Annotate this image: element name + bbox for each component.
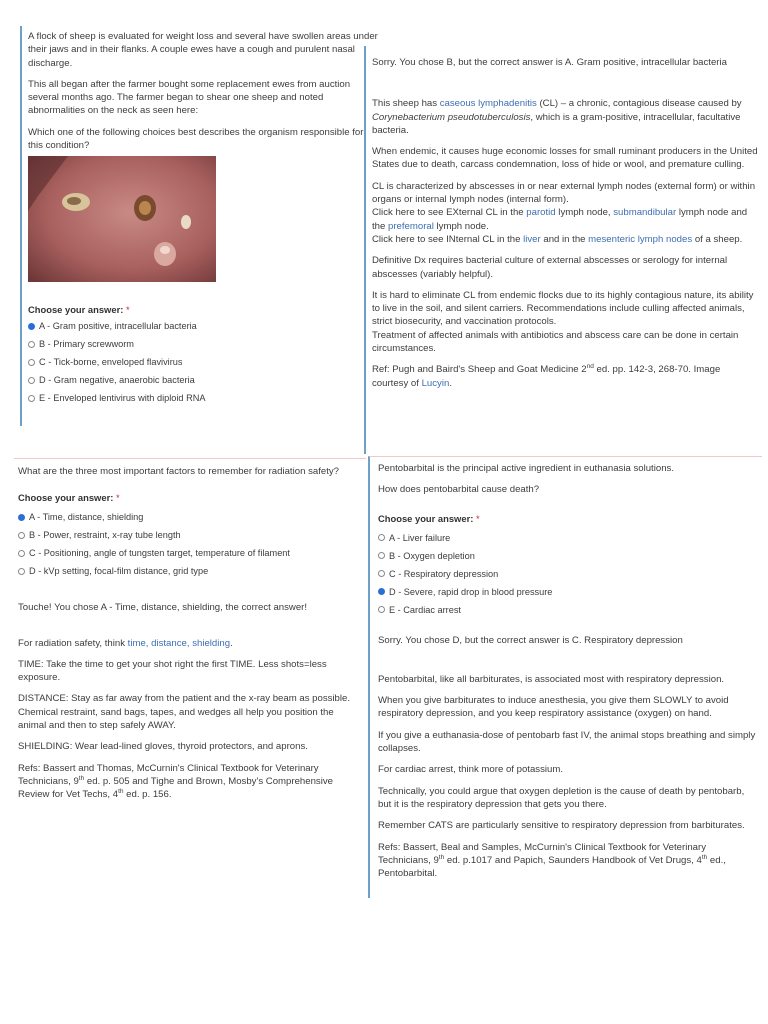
- answer-option-e[interactable]: E - Cardiac arrest: [378, 604, 758, 616]
- question-panel-sheep: [20, 26, 382, 426]
- answer-time: TIME: Take the time to get your shot right the first TIME. Less shots=less exposure.: [18, 658, 327, 684]
- answer-option-a[interactable]: A - Gram positive, intracellular bacteria: [28, 320, 378, 332]
- answer-references: Refs: Bassert, Beal and Samples, McCurnin's Clinical Textbook for Veterinary Technicians, 9th ed. p.1017 and Papich, Saunders Handbook of Vet Drugs, 4th ed., Pentobarbital.: [378, 841, 726, 880]
- link-liver[interactable]: liver: [523, 233, 541, 245]
- answer-option-e[interactable]: E - Enveloped lentivirus with diploid RNA: [28, 392, 378, 404]
- answer-paragraph-1: Pentobarbital, like all barbiturates, is associated most with respiratory depression.: [378, 673, 725, 685]
- answer-reference: Ref: Pugh and Baird's Sheep and Goat Medicine 2nd ed. pp. 142-3, 268-70. Image courtesy of Lucyin.: [372, 363, 721, 389]
- link-parotid[interactable]: parotid: [526, 207, 556, 219]
- radio-icon[interactable]: [378, 606, 385, 613]
- answer-option-c[interactable]: C - Respiratory depression: [378, 568, 758, 580]
- radio-icon[interactable]: [378, 552, 385, 559]
- question-text: Which one of the following choices best describes the organism responsible for this condition?: [28, 126, 364, 152]
- radio-selected-icon[interactable]: [18, 514, 25, 521]
- radio-icon[interactable]: [378, 570, 385, 577]
- question-intro: Pentobarbital is the principal active ingredient in euthanasia solutions.: [378, 463, 674, 474]
- question-panel-radiation: [14, 458, 366, 810]
- radio-selected-icon[interactable]: [28, 323, 35, 330]
- question-stem: A flock of sheep is evaluated for weight loss and several have swollen areas under their jaws and in their flanks. A couple ewes have a cough and purulent nasal discharge.: [28, 31, 378, 69]
- answer-option-d[interactable]: D - Severe, rapid drop in blood pressure: [378, 586, 758, 598]
- answer-option-a[interactable]: A - Liver failure: [378, 532, 758, 544]
- choose-answer-label: Choose your answer: *: [18, 492, 120, 504]
- answer-shielding: SHIELDING: Wear lead-lined gloves, thyroid protectors, and aprons.: [18, 741, 308, 753]
- answer-paragraph-6: Remember CATS are particularly sensitive to respiratory depression from barbiturates.: [378, 820, 745, 832]
- answer-think: For radiation safety, think time, distance, shielding.: [18, 637, 233, 649]
- answer-result: Sorry. You chose D, but the correct answer is C. Respiratory depression: [378, 634, 683, 646]
- link-lucyin[interactable]: Lucyin: [421, 377, 450, 389]
- radio-icon[interactable]: [18, 550, 25, 557]
- answer-option-c[interactable]: C - Tick-borne, enveloped flavivirus: [28, 356, 378, 368]
- answer-paragraph-diagnosis: This sheep has caseous lymphadenitis (CL) – a chronic, contagious disease caused by Corynebacterium pseudotuberculosis, which is a gram-positive, intracellular, facultative bacteria.: [372, 98, 742, 136]
- answer-paragraph-diagnostics: Definitive Dx requires bacterial culture of external abscesses or serology for internal abscesses (variably helpful).: [372, 255, 728, 280]
- answer-option-b[interactable]: B - Oxygen depletion: [378, 550, 758, 562]
- link-submandibular[interactable]: submandibular: [613, 207, 677, 219]
- radio-icon[interactable]: [28, 395, 35, 402]
- choose-answer-label: Choose your answer: *: [378, 512, 480, 524]
- link-caseous-lymphadenitis[interactable]: caseous lymphadenitis: [439, 98, 537, 110]
- question-history: This all began after the farmer bought some replacement ewes from auction several months ago. The farmer began to shear one sheep and noted abnormalities on the neck as seen here:: [28, 78, 351, 117]
- answer-paragraph-2: When you give barbiturates to induce anesthesia, you give them SLOWLY to avoid respiratory depression, and you keep respiratory assistance (oxygen) on hand.: [378, 695, 729, 720]
- question-text: What are the three most important factors to remember for radiation safety?: [18, 466, 339, 477]
- radio-icon[interactable]: [28, 377, 35, 384]
- answer-paragraph-4: For cardiac arrest, think more of potassium.: [378, 764, 564, 776]
- answer-option-d[interactable]: D - kVp setting, focal-film distance, grid type: [18, 565, 362, 577]
- sheep-neck-abscess-image: [28, 156, 216, 282]
- radio-icon[interactable]: [28, 359, 35, 366]
- answer-option-b[interactable]: B - Power, restraint, x-ray tube length: [18, 529, 362, 541]
- answer-references: Refs: Bassert and Thomas, McCurnin's Clinical Textbook for Veterinary Technicians, 9th ed. p. 505 and Tighe and Brown, Mosby's Comprehensive Review for Vet Techs, 4th ed. p. 156.: [18, 762, 333, 801]
- answer-paragraph-forms: CL is characterized by abscesses in or near external lymph nodes (external form) or within organs or internal lymph nodes (internal form). Click here to see EXternal CL in the parotid lymph node, submandibular lymph node and the prefemoral lymph node. Click here to see INternal CL in the liver and in the mesenteric lymph nodes of a sheep.: [372, 180, 756, 245]
- radio-selected-icon[interactable]: [378, 588, 385, 595]
- question-panel-pentobarbital: [368, 456, 762, 898]
- link-time-distance-shielding[interactable]: time, distance, shielding: [127, 637, 231, 649]
- radio-icon[interactable]: [18, 568, 25, 575]
- answer-option-c[interactable]: C - Positioning, angle of tungsten target, temperature of filament: [18, 547, 362, 559]
- answer-paragraph-5: Technically, you could argue that oxygen depletion is the cause of death by pentobarb, but it is the respiratory depression that gets you there.: [378, 785, 745, 810]
- answer-option-a[interactable]: A - Time, distance, shielding: [18, 511, 362, 523]
- choose-answer-label: Choose your answer: *: [28, 304, 130, 316]
- answer-paragraph-economics: When endemic, it causes huge economic losses for small ruminant producers in the United States due to death, carcass condemnation, loss of hide or wool, and premature culling.: [372, 146, 758, 171]
- answer-result: Touche! You chose A - Time, distance, shielding, the correct answer!: [18, 602, 308, 614]
- radio-icon[interactable]: [18, 532, 25, 539]
- radio-icon[interactable]: [28, 341, 35, 348]
- answer-option-d[interactable]: D - Gram negative, anaerobic bacteria: [28, 374, 378, 386]
- link-prefemoral[interactable]: prefemoral: [388, 220, 434, 232]
- answer-result: Sorry. You chose B, but the correct answer is A. Gram positive, intracellular bacteria: [372, 57, 727, 68]
- answer-distance: DISTANCE: Stay as far away from the patient and the x-ray beam as possible. Chemical restraint, sand bags, tapes, and wedges all help you position the animal and then to step safely AWAY.: [18, 693, 351, 732]
- answer-paragraph-control: It is hard to eliminate CL from endemic flocks due to its highly contagious nature, its ability to live in the soil, and silent carriers. Recommendations include culling affected animals, strict biosecurity, and vaccination protocols. Treatment of affected animals with antibiotics and abscess care can be done in certain circumstances.: [372, 289, 754, 355]
- link-mesenteric-lymph-nodes[interactable]: mesenteric lymph nodes: [588, 233, 693, 245]
- answer-panel-sheep: [364, 46, 762, 454]
- radio-icon[interactable]: [378, 534, 385, 541]
- answer-paragraph-3: If you give a euthanasia-dose of pentobarb fast IV, the animal stops breathing and simply collapses.: [378, 729, 756, 755]
- answer-option-b[interactable]: B - Primary screwworm: [28, 338, 378, 350]
- question-text: How does pentobarbital cause death?: [378, 484, 540, 496]
